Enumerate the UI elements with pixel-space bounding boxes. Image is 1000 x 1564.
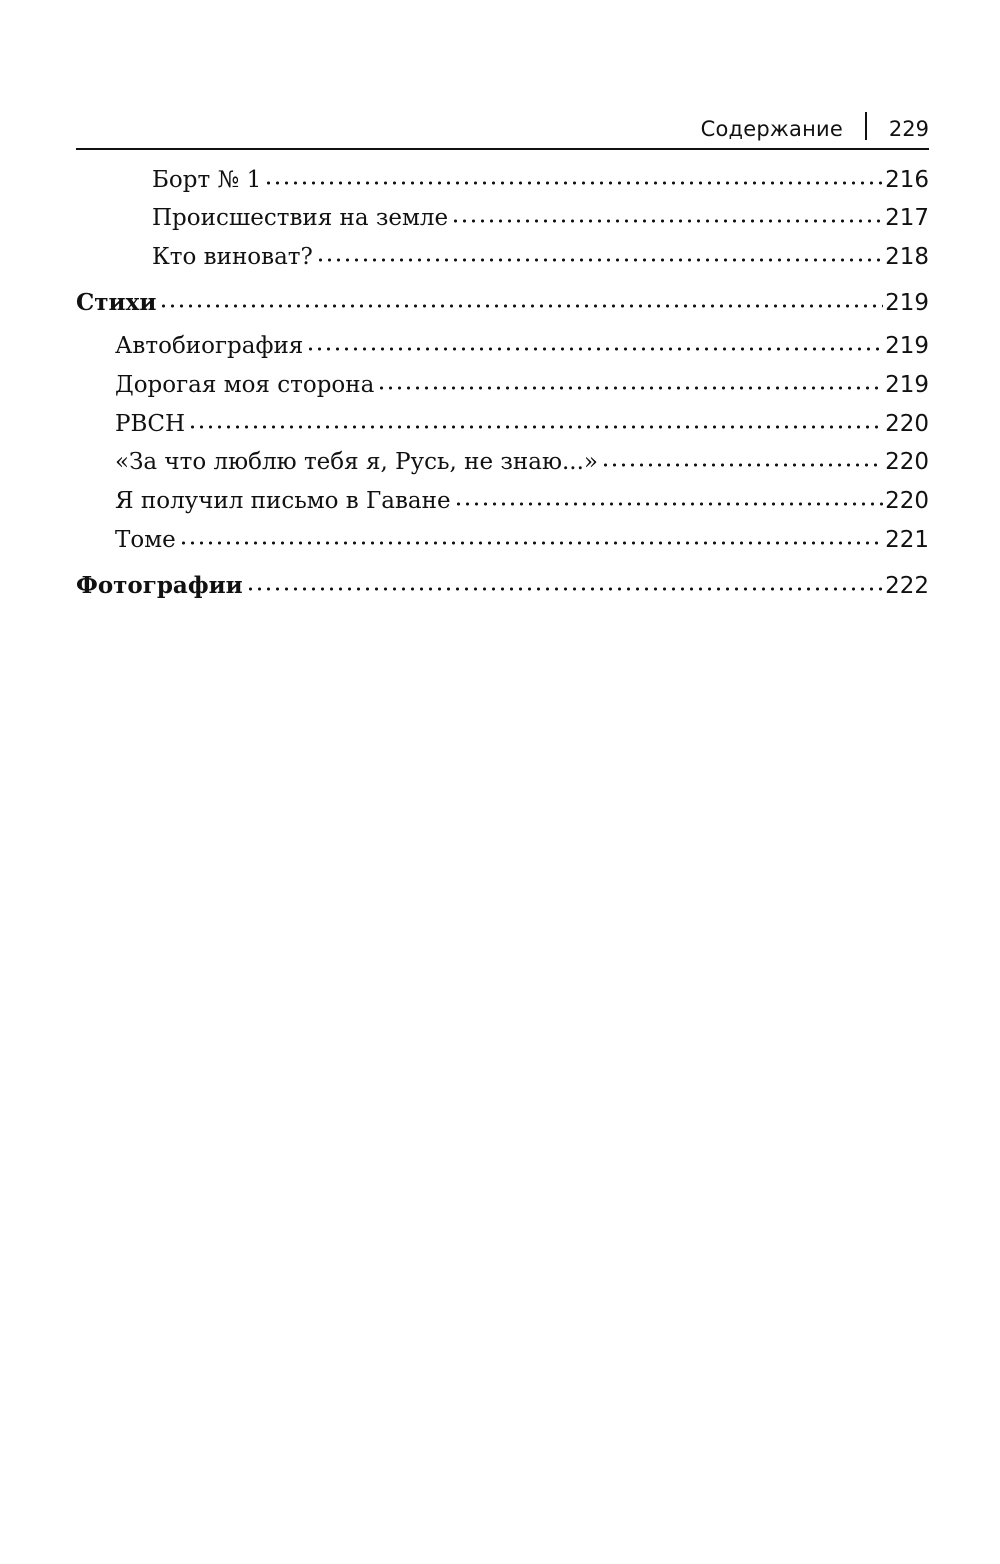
toc-entry-page: 216 <box>885 167 929 193</box>
toc-entry-title: Происшествия на земле <box>152 205 449 231</box>
dot-leader <box>377 385 883 391</box>
toc-entry-title: Кто виноват? <box>152 244 313 270</box>
toc-entry <box>152 204 929 232</box>
toc-entry-title: Автобиография <box>115 333 304 359</box>
toc-entry-page: 217 <box>885 205 929 231</box>
toc-entry-title: Дорогая моя сторона <box>115 372 375 398</box>
toc-entry <box>115 371 929 399</box>
running-head <box>76 112 929 150</box>
dot-leader <box>188 424 883 430</box>
dot-leader <box>454 501 884 507</box>
running-head-title: Содержание <box>700 117 843 141</box>
toc-entry <box>115 526 929 554</box>
dot-leader <box>316 257 883 263</box>
toc-entry-title: РВСН <box>115 411 186 437</box>
toc-entry-title: Борт № 1 <box>152 167 262 193</box>
toc-section-page: 219 <box>885 290 929 316</box>
toc-entry <box>115 487 929 515</box>
toc-entry-page: 220 <box>885 411 929 437</box>
toc-section <box>76 289 929 317</box>
toc-entry <box>152 166 929 194</box>
toc-entry-page: 219 <box>885 372 929 398</box>
toc-entry <box>152 243 929 271</box>
dot-leader <box>451 218 883 224</box>
toc-entry-page: 220 <box>885 488 929 514</box>
toc-entry <box>115 332 929 360</box>
dot-leader <box>264 180 883 186</box>
toc-entry-title: Я получил письмо в Гаване <box>115 488 451 514</box>
toc-section-title: Стихи <box>76 289 157 316</box>
toc-entry-page: 219 <box>885 333 929 359</box>
toc-entry-page: 221 <box>885 527 929 553</box>
toc-entry-title: «За что люблю тебя я, Русь, не знаю...» <box>115 449 598 475</box>
toc-entry-page: 220 <box>885 449 929 475</box>
toc-section-title: Фотографии <box>76 572 243 599</box>
toc-entry <box>115 448 929 476</box>
dot-leader <box>601 462 883 468</box>
toc-entry-title: Томе <box>115 527 176 553</box>
dot-leader <box>159 303 883 309</box>
toc-section-page: 222 <box>885 573 929 599</box>
dot-leader <box>306 346 883 352</box>
toc-entry-page: 218 <box>885 244 929 270</box>
toc-entry <box>115 410 929 438</box>
dot-leader <box>179 540 883 546</box>
dot-leader <box>246 586 883 592</box>
toc-section <box>76 572 929 600</box>
running-head-separator <box>865 112 867 140</box>
page-number: 229 <box>888 117 929 141</box>
